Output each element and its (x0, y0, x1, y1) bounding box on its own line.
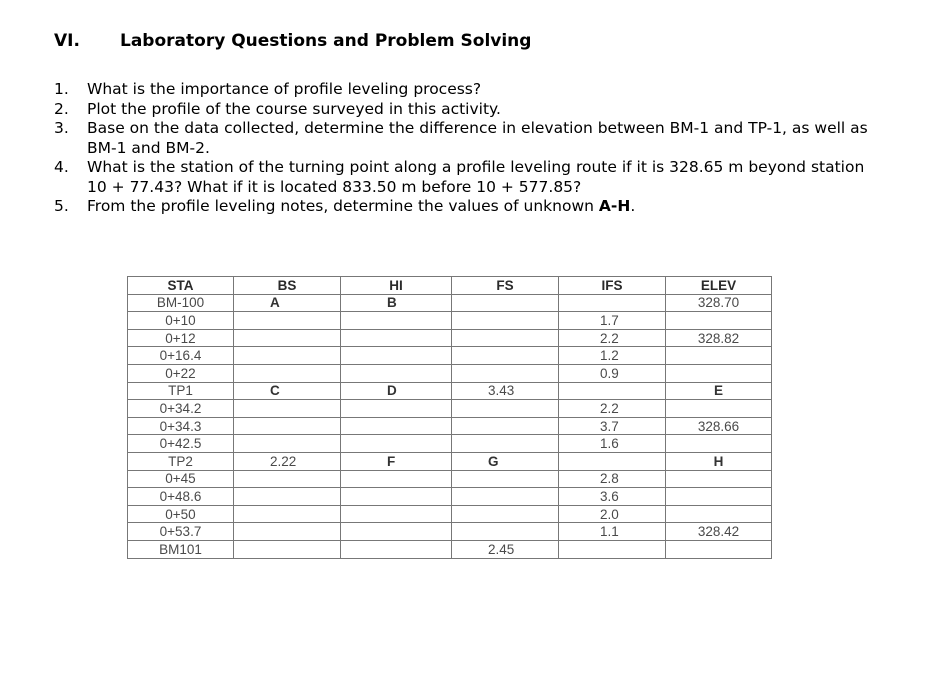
height-of-instrument-cell (341, 329, 452, 347)
intermediate-foresight-cell: 1.6 (559, 435, 666, 453)
elevation-cell: 328.66 (666, 417, 772, 435)
profile-leveling-notes-table (127, 276, 772, 559)
question-list (54, 80, 884, 217)
backsight-cell (234, 505, 341, 523)
table-row (128, 294, 772, 312)
height-of-instrument-cell (341, 540, 452, 558)
station-cell: 0+50 (128, 505, 234, 523)
height-of-instrument-cell: B (341, 294, 452, 312)
question-text: What is the importance of profile leveling process? (87, 80, 482, 98)
unknowns-label: A-H (598, 197, 631, 215)
height-of-instrument-cell (341, 417, 452, 435)
column-header-elev: ELEV (666, 277, 772, 295)
station-cell: 0+12 (128, 329, 234, 347)
intermediate-foresight-cell (559, 382, 666, 400)
elevation-cell (666, 347, 772, 365)
intermediate-foresight-cell: 2.8 (559, 470, 666, 488)
question-item (54, 100, 884, 120)
elevation-cell (666, 435, 772, 453)
elevation-cell: H (666, 452, 772, 470)
section-heading (54, 31, 531, 51)
elevation-cell (666, 505, 772, 523)
intermediate-foresight-cell (559, 540, 666, 558)
table-row (128, 312, 772, 330)
backsight-cell (234, 488, 341, 506)
station-cell: 0+34.3 (128, 417, 234, 435)
backsight-cell (234, 400, 341, 418)
height-of-instrument-cell: F (341, 452, 452, 470)
foresight-cell (452, 505, 559, 523)
question-number: 2. (54, 99, 69, 118)
backsight-cell (234, 417, 341, 435)
station-cell: 0+34.2 (128, 400, 234, 418)
table-row (128, 417, 772, 435)
table-row (128, 452, 772, 470)
backsight-cell: C (234, 382, 341, 400)
backsight-cell (234, 470, 341, 488)
foresight-cell (452, 400, 559, 418)
elevation-cell: 328.42 (666, 523, 772, 541)
height-of-instrument-cell (341, 312, 452, 330)
question-text: Plot the profile of the course surveyed in this activity. (87, 99, 501, 118)
station-cell: 0+42.5 (128, 435, 234, 453)
station-cell: TP2 (128, 452, 234, 470)
question-item (54, 197, 884, 217)
table-row (128, 347, 772, 365)
height-of-instrument-cell (341, 400, 452, 418)
height-of-instrument-cell (341, 505, 452, 523)
table-row (128, 364, 772, 382)
backsight-cell (234, 435, 341, 453)
station-cell: BM-100 (128, 294, 234, 312)
intermediate-foresight-cell: 1.2 (559, 347, 666, 365)
elevation-cell (666, 470, 772, 488)
intermediate-foresight-cell: 0.9 (559, 364, 666, 382)
station-cell: 0+22 (128, 364, 234, 382)
question-text: What is the station of the turning point along a profile leveling route if it is 328.65 m beyond station 10 + 77.43? What if it is located 833.50 m before 10 + 577.85? (87, 158, 865, 196)
table-body (128, 294, 772, 558)
foresight-cell (452, 470, 559, 488)
backsight-cell (234, 329, 341, 347)
section-title: Laboratory Questions and Problem Solving (120, 31, 532, 51)
backsight-cell (234, 364, 341, 382)
intermediate-foresight-cell: 1.7 (559, 312, 666, 330)
table-row (128, 400, 772, 418)
elevation-cell (666, 312, 772, 330)
foresight-cell (452, 417, 559, 435)
intermediate-foresight-cell: 2.2 (559, 329, 666, 347)
height-of-instrument-cell (341, 347, 452, 365)
height-of-instrument-cell (341, 470, 452, 488)
station-cell: BM101 (128, 540, 234, 558)
column-header-sta: STA (128, 277, 234, 295)
backsight-cell (234, 523, 341, 541)
elevation-cell (666, 400, 772, 418)
backsight-cell (234, 347, 341, 365)
table-row (128, 488, 772, 506)
question-item (54, 158, 884, 197)
elevation-cell: E (666, 382, 772, 400)
question-number: 3. (54, 119, 69, 137)
foresight-cell (452, 347, 559, 365)
section-number: VI. (54, 31, 80, 51)
leveling-notes-table-wrap (127, 276, 772, 559)
height-of-instrument-cell (341, 523, 452, 541)
question-number: 5. (54, 197, 69, 215)
foresight-cell (452, 294, 559, 312)
elevation-cell (666, 540, 772, 558)
backsight-cell (234, 312, 341, 330)
backsight-cell (234, 540, 341, 558)
intermediate-foresight-cell (559, 452, 666, 470)
column-header-bs: BS (234, 277, 341, 295)
question-number: 4. (54, 158, 69, 176)
column-header-ifs: IFS (559, 277, 666, 295)
backsight-cell: A (234, 294, 341, 312)
question-text-end: . (630, 197, 636, 215)
height-of-instrument-cell (341, 435, 452, 453)
question-text-start: From the profile leveling notes, determine the values of unknown (87, 197, 599, 215)
elevation-cell: 328.82 (666, 329, 772, 347)
question-item (54, 80, 884, 100)
table-row (128, 382, 772, 400)
elevation-cell: 328.70 (666, 294, 772, 312)
foresight-cell (452, 364, 559, 382)
column-header-hi: HI (341, 277, 452, 295)
table-row (128, 523, 772, 541)
foresight-cell (452, 488, 559, 506)
station-cell: TP1 (128, 382, 234, 400)
backsight-cell: 2.22 (234, 452, 341, 470)
foresight-cell: G (452, 452, 559, 470)
foresight-cell (452, 435, 559, 453)
foresight-cell (452, 312, 559, 330)
table-row (128, 329, 772, 347)
intermediate-foresight-cell (559, 294, 666, 312)
table-row (128, 470, 772, 488)
question-text: Base on the data collected, determine the difference in elevation between BM-1 and TP-1, as well as BM-1 and BM-2. (87, 119, 868, 157)
station-cell: 0+53.7 (128, 523, 234, 541)
question-item (54, 119, 884, 158)
intermediate-foresight-cell: 3.6 (559, 488, 666, 506)
table-row (128, 540, 772, 558)
station-cell: 0+45 (128, 470, 234, 488)
intermediate-foresight-cell: 2.2 (559, 400, 666, 418)
table-row (128, 505, 772, 523)
foresight-cell: 3.43 (452, 382, 559, 400)
elevation-cell (666, 364, 772, 382)
height-of-instrument-cell: D (341, 382, 452, 400)
question-number: 1. (54, 80, 69, 98)
station-cell: 0+16.4 (128, 347, 234, 365)
foresight-cell (452, 329, 559, 347)
table-header-row (128, 277, 772, 295)
station-cell: 0+48.6 (128, 488, 234, 506)
intermediate-foresight-cell: 1.1 (559, 523, 666, 541)
elevation-cell (666, 488, 772, 506)
foresight-cell (452, 523, 559, 541)
column-header-fs: FS (452, 277, 559, 295)
table-row (128, 435, 772, 453)
station-cell: 0+10 (128, 312, 234, 330)
foresight-cell: 2.45 (452, 540, 559, 558)
intermediate-foresight-cell: 3.7 (559, 417, 666, 435)
question-text (87, 197, 635, 215)
height-of-instrument-cell (341, 488, 452, 506)
intermediate-foresight-cell: 2.0 (559, 505, 666, 523)
height-of-instrument-cell (341, 364, 452, 382)
